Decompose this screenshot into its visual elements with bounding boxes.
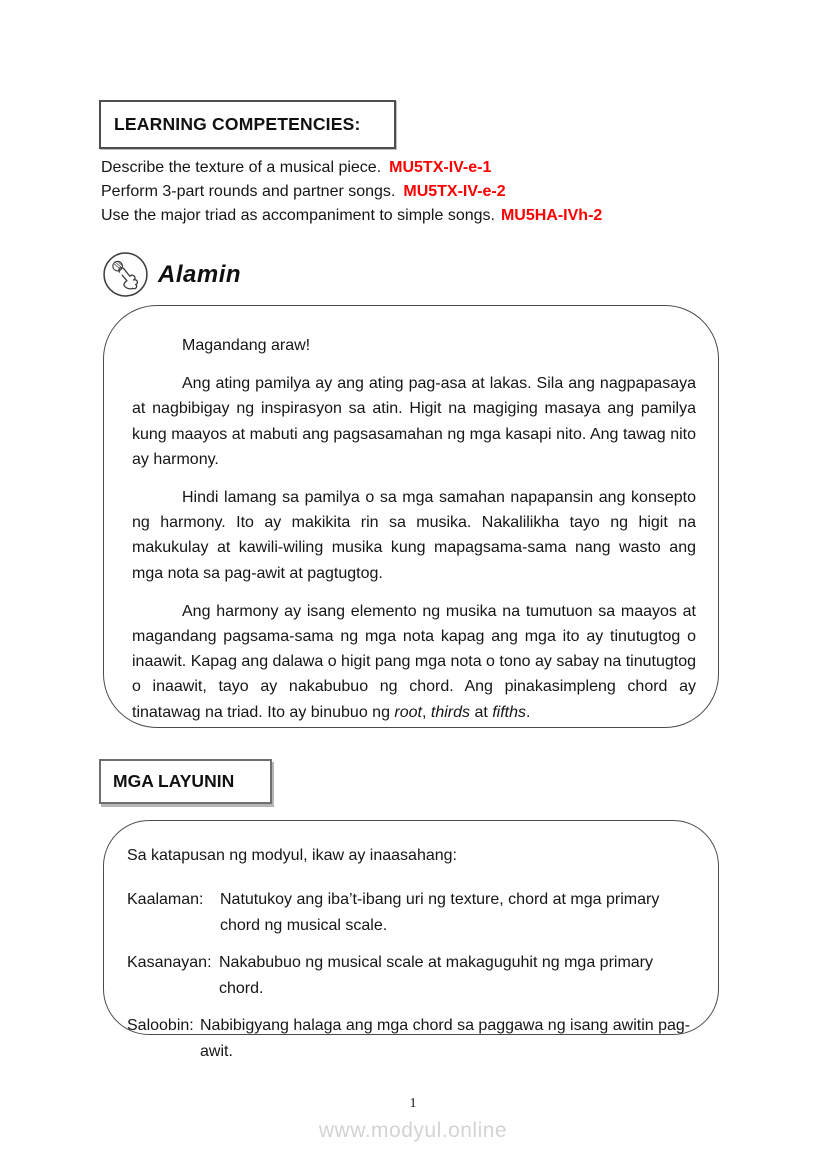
competency-item — [101, 156, 602, 180]
italic-term-fifths: fifths — [492, 703, 527, 721]
objectives-rounded-box — [103, 820, 719, 1060]
competency-text: Use the major triad as accompaniment to simple songs. — [101, 207, 495, 224]
alamin-section-heading — [102, 251, 241, 298]
objective-label: Kasanayan: — [127, 954, 212, 971]
tap-hand-icon — [102, 251, 149, 298]
learning-competencies-header-box — [99, 100, 396, 149]
mga-layunin-header-box — [99, 759, 272, 804]
competency-item — [101, 204, 602, 228]
intro-paragraph-1: Ang ating pamilya ay ang ating pag-asa at lakas. Sila ang nagpapasaya at nagbibigay ng inspirasyon sa atin. Higit na magiging masaya ang pamilya kung maayos at mabuti ang pagsasamahan ng mga kasapi nito. Ang tawag nito ay harmony. — [132, 375, 696, 468]
mga-layunin-title: MGA LAYUNIN — [113, 771, 235, 791]
objective-text: Natutukoy ang iba’t-ibang uri ng texture, chord at mga primary chord ng musical scale. — [220, 891, 660, 934]
intro-paragraph-3 — [132, 599, 696, 725]
competency-code: MU5TX-IV-e-2 — [403, 183, 506, 200]
learning-competencies-title: LEARNING COMPETENCIES: — [114, 114, 361, 134]
competency-item — [101, 180, 602, 204]
objective-text: Nakabubuo ng musical scale at makaguguhit ng mga primary chord. — [219, 954, 654, 997]
separator-text: at — [470, 703, 493, 721]
page-number: 1 — [409, 1096, 417, 1111]
objective-label: Saloobin: — [127, 1017, 194, 1034]
greeting-paragraph: Magandang araw! — [182, 337, 311, 354]
objective-item-kaalaman — [127, 887, 696, 939]
objective-item-kasanayan — [127, 950, 696, 1002]
alamin-title: Alamin — [158, 260, 242, 288]
objective-item-saloobin — [127, 1013, 696, 1065]
objective-label: Kaalaman: — [127, 891, 204, 908]
paragraph-3-main-text: Ang harmony ay isang elemento ng musika na tumutuon sa maayos at magandang pagsama-sama ng mga nota kapag ang mga ito ay tinutugtog o inaawit. Kapag ang dalawa o higit pang mga nota o tono ay sabay na tinutugtog o inaawit, tayo ay nakabubuo ng chord. Ang pinakasimpleng chord ay tinatawag na triad. Ito ay binubuo ng — [132, 602, 696, 721]
separator-text: , — [421, 703, 431, 721]
objective-text: Nabibigyang halaga ang mga chord sa paggawa ng isang awitin pag-awit. — [200, 1017, 691, 1060]
italic-term-thirds: thirds — [430, 703, 470, 721]
italic-term-root: root — [394, 703, 422, 721]
period-text: . — [526, 703, 531, 721]
objectives-intro: Sa katapusan ng modyul, ikaw ay inaasahang: — [127, 847, 457, 864]
intro-paragraph-2: Hindi lamang sa pamilya o sa mga samahan napapansin ang konsepto ng harmony. Ito ay makikita rin sa musika. Nakalilikha tayo ng higit na makukulay at kawili-wiling musika kung mapagsama-sama nang wasto ang mga nota sa pag-awit at pagtugtog. — [132, 489, 696, 582]
competency-code: MU5TX-IV-e-1 — [389, 159, 492, 176]
competency-text: Describe the texture of a musical piece. — [101, 159, 382, 176]
competency-code: MU5HA-IVh-2 — [500, 207, 603, 224]
intro-rounded-box — [103, 305, 719, 728]
competency-text: Perform 3-part rounds and partner songs. — [101, 183, 396, 200]
watermark-text: www.modyul.online — [318, 1119, 508, 1142]
competency-list — [101, 156, 602, 228]
